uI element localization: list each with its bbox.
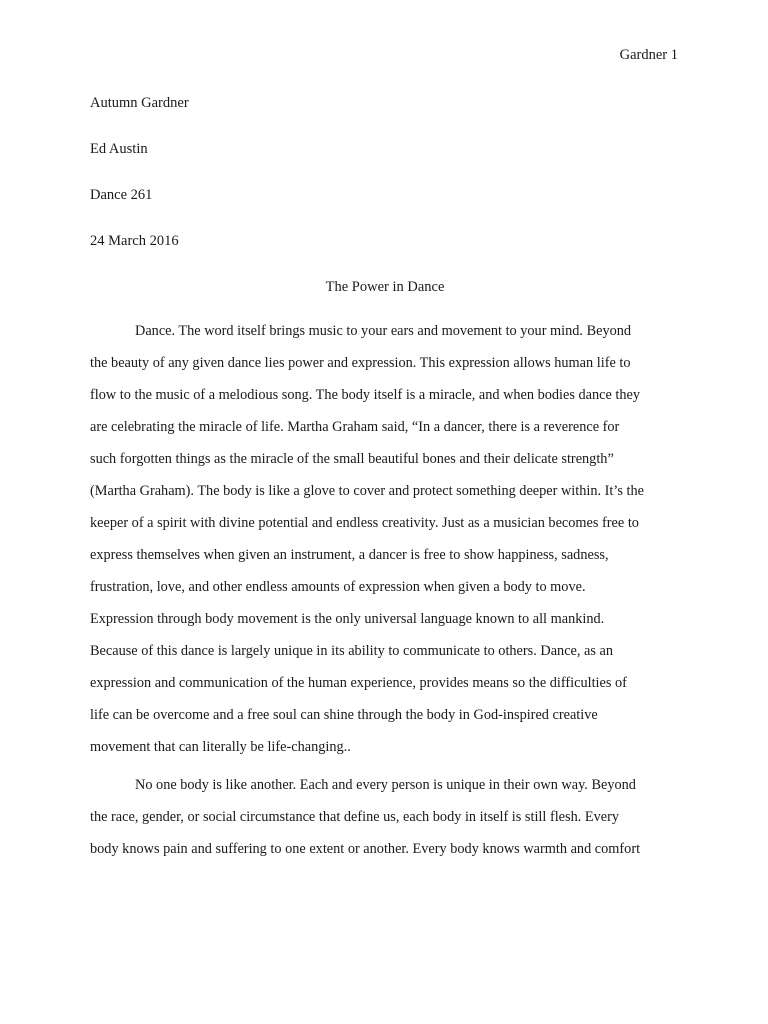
- instructor-name: Ed Austin: [90, 141, 148, 157]
- paragraph-1: [90, 321, 680, 769]
- paragraph-line: movement that can literally be life-changing..: [90, 739, 351, 755]
- paragraph-line: such forgotten things as the miracle of the small beautiful bones and their delicate strength”: [90, 451, 614, 467]
- paragraph-line: the race, gender, or social circumstance that define us, each body in itself is still flesh. Every: [90, 809, 620, 825]
- paragraph-line: No one body is like another. Each and every person is unique in their own way. Beyond: [135, 777, 636, 793]
- paragraph-line: flow to the music of a melodious song. The body itself is a miracle, and when bodies dance they: [90, 387, 641, 403]
- paragraph-line: express themselves when given an instrument, a dancer is free to show happiness, sadness,: [90, 547, 609, 563]
- paragraph-line: Because of this dance is largely unique in its ability to communicate to others. Dance, as an: [90, 643, 614, 659]
- paragraph-line: are celebrating the miracle of life. Martha Graham said, “In a dancer, there is a reverence for: [90, 419, 620, 435]
- paragraph-line: Dance. The word itself brings music to your ears and movement to your mind. Beyond: [135, 323, 632, 339]
- mla-heading: [90, 93, 680, 277]
- paragraph-line: the beauty of any given dance lies power and expression. This expression allows human life to: [90, 355, 631, 371]
- document-title: The Power in Dance: [325, 279, 445, 295]
- paragraph-line: (Martha Graham). The body is like a glove to cover and protect something deeper within. It’s the: [90, 483, 644, 499]
- paragraph-line: life can be overcome and a free soul can shine through the body in God-inspired creative: [90, 707, 598, 723]
- paragraph-line: frustration, love, and other endless amounts of expression when given a body to move.: [90, 579, 586, 595]
- body-text: [90, 321, 680, 877]
- course-name: Dance 261: [90, 187, 153, 203]
- date: 24 March 2016: [90, 233, 179, 249]
- paragraph-line: expression and communication of the human experience, provides means so the difficulties of: [90, 675, 627, 691]
- paragraph-line: keeper of a spirit with divine potential and endless creativity. Just as a musician becomes free to: [90, 515, 639, 531]
- paragraph-2: [90, 775, 680, 871]
- paragraph-line: body knows pain and suffering to one extent or another. Every body knows warmth and comfort: [90, 841, 641, 857]
- running-header: Gardner 1: [619, 47, 678, 63]
- paragraph-line: Expression through body movement is the only universal language known to all mankind.: [90, 611, 605, 627]
- author-name: Autumn Gardner: [90, 95, 189, 111]
